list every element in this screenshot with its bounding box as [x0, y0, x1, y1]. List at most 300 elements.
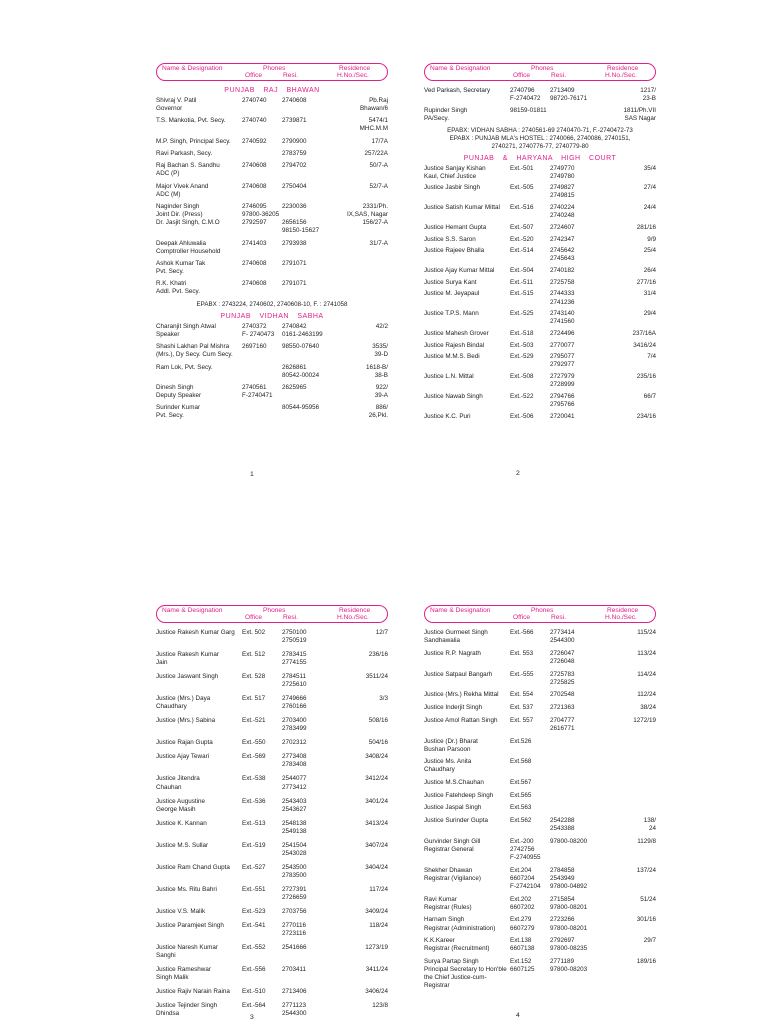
cell-office: Ext.567	[510, 779, 532, 787]
cell-resi: 2740608	[282, 97, 307, 104]
cell-resi: 2773414 2544300	[550, 629, 575, 645]
cell-residence: 114/24	[637, 670, 656, 678]
cell-resi: 2702312	[282, 739, 307, 747]
cell-resi: 2771123 2544300	[282, 1002, 307, 1018]
cell-name: Justice Gurmeet Singh Sandhawalia	[424, 629, 488, 645]
cell-resi: 2713409 98720-76171	[550, 87, 588, 103]
cell-name: Justice S.S. Saron	[424, 235, 476, 243]
epabx-line: EPABX: VIDHAN SABHA : 2740561-69 2740470-71, F.-2740472-73 EPABX : PUNJAB MLA's HOSTEL : 2740066, 2740086, 2740151, 2740271, 2740776-77, 2740779-80	[447, 126, 633, 150]
cell-office: Ext.-501	[510, 164, 534, 172]
cell-residence: 3401/24	[365, 797, 388, 805]
header-hno: H.No./Sec.	[337, 72, 369, 79]
cell-office: Ext.-522	[510, 392, 534, 400]
cell-residence: 3411/24	[365, 966, 388, 974]
cell-residence: 118/24	[369, 921, 388, 929]
cell-office: Ext.-518	[510, 330, 534, 337]
header-name: Name & Designation	[430, 607, 491, 614]
cell-residence: 137/24	[636, 866, 656, 874]
cell-residence: 257/22A	[364, 150, 388, 158]
cell-name: Justice Surya Kant	[424, 278, 477, 286]
cell-resi: 2742347	[550, 235, 575, 243]
cell-resi: 2794702	[282, 162, 307, 170]
directory-row	[424, 691, 656, 699]
cell-office: Ext.526	[510, 737, 532, 745]
cell-office: Ext. 554	[510, 691, 534, 699]
cell-name: Shivraj V. Patil Governor	[156, 97, 197, 113]
page-number: 2	[516, 470, 520, 477]
cell-name: Justice T.P.S. Mann	[424, 310, 479, 318]
cell-resi: 2749827 2749815	[550, 184, 575, 200]
cell-resi: 2795077 2792977	[550, 353, 575, 369]
directory-row	[156, 651, 388, 667]
directory-row	[424, 107, 656, 123]
cell-office: Ext.565	[510, 791, 532, 799]
cell-name: Deepak Ahluwalia Comptroller Household	[156, 239, 221, 255]
cell-name: Justice Amol Rattan Singh	[424, 716, 498, 724]
cell-office: Ext.-504	[510, 267, 534, 275]
header-resi: Resi.	[283, 72, 299, 79]
cell-office: 2740608	[242, 162, 267, 170]
cell-office: Ext. 553	[510, 649, 534, 657]
cell-residence: 29/4	[643, 310, 656, 318]
cell-residence: 504/16	[368, 739, 388, 747]
directory-row	[424, 867, 656, 891]
cell-name: Justice Ram Chand Gupta	[156, 863, 230, 871]
cell-residence: 235/16	[636, 373, 656, 381]
cell-office: Ext.-519	[242, 841, 266, 849]
cell-resi: 2749666 2760166	[282, 695, 307, 711]
section-heading: PUNJAB RAJ BHAWAN	[224, 87, 320, 94]
cell-name: K.K.Kareer Registrar (Recruitment)	[424, 937, 490, 953]
cell-office: Ext. 502	[242, 629, 266, 636]
directory-row	[424, 353, 656, 369]
cell-resi: 2721363	[550, 704, 575, 712]
cell-name: Justice Nawab Singh	[424, 392, 483, 400]
directory-row	[156, 739, 388, 747]
cell-residence: 922/ 39-A	[374, 383, 388, 399]
cell-name: Justice Fatehdeep Singh	[424, 791, 494, 799]
cell-name: Justice Satpaul Bangarh	[424, 670, 493, 678]
cell-residence: 138/ 24	[643, 817, 656, 833]
cell-resi: 2625965	[282, 383, 307, 391]
cell-office: 2740592	[242, 137, 267, 145]
cell-office: Ext. 528	[242, 673, 266, 681]
directory-row	[424, 838, 656, 862]
cell-residence: 17/7A	[371, 137, 388, 145]
cell-office: Ext. 512	[242, 651, 266, 659]
cell-resi: 2724496	[550, 330, 575, 337]
header-phones: Phones	[263, 65, 286, 72]
cell-name: Justice (Mrs.) Rekha Mittal	[424, 691, 499, 699]
cell-office: Ext.-527	[242, 863, 266, 871]
header-name: Name & Designation	[162, 607, 223, 614]
cell-residence: 3406/24	[365, 988, 388, 996]
cell-resi: 2770116 2723116	[282, 921, 307, 937]
cell-name: Shekher Dhawan Registrar (Vigilance)	[424, 866, 481, 882]
cell-office: Ext.563	[510, 804, 532, 812]
cell-residence: 26/4	[643, 267, 656, 275]
cell-resi: 2784858 2543949 97800-04892	[550, 866, 588, 890]
header-office: Office	[245, 614, 263, 621]
cell-name: Shashi Lakhan Pal Mishra (Mrs.), Dy Secy. Cum Secy.	[156, 343, 233, 359]
directory-row	[424, 704, 656, 712]
directory-row	[424, 330, 656, 338]
header-name: Name & Designation	[430, 65, 491, 72]
header-resi: Resi.	[551, 72, 567, 79]
cell-office: Ext.-505	[510, 184, 534, 192]
directory-row	[424, 916, 656, 932]
cell-name: Justice Paramjeet Singh	[156, 921, 224, 929]
directory-row	[424, 279, 656, 287]
directory-row	[424, 738, 656, 754]
cell-residence: 3511/24	[365, 673, 388, 681]
cell-resi: 2541504 2543028	[282, 841, 307, 857]
directory-row	[156, 753, 388, 769]
cell-name: Justice Rajeev Bhalla	[424, 247, 485, 255]
cell-name: Justice M.S.Chauhan	[424, 779, 484, 787]
directory-row	[156, 798, 388, 814]
cell-resi: 2791071	[282, 260, 307, 268]
cell-name: Surya Partap Singh Principal Secretary to Hon'ble the Chief Justice-cum-Registrar	[424, 958, 507, 990]
cell-resi: 2713406	[282, 988, 307, 996]
cell-residence: 1811/Ph.VII SAS Nagar	[623, 106, 656, 122]
cell-office: 2697160	[242, 343, 267, 351]
directory-row	[156, 922, 388, 938]
cell-name: Justice M. Jeyapaul	[424, 290, 480, 298]
cell-office: Ext.202 6607202	[510, 895, 535, 911]
directory-row	[156, 1002, 388, 1018]
cell-residence: 3/3	[379, 695, 388, 703]
cell-residence: 52/7-A	[369, 182, 388, 190]
section-heading: PUNJAB & HARYANA HIGH COURT	[463, 154, 617, 162]
header-phones: Phones	[531, 607, 554, 614]
header-resi: Resi.	[551, 614, 567, 621]
header-hno: H.No./Sec.	[337, 614, 369, 621]
directory-row	[424, 87, 656, 103]
cell-name: Justice L.N. Mittal	[424, 373, 474, 381]
cell-resi: 2703411	[282, 966, 307, 974]
section-heading: PUNJAB VIDHAN SABHA	[220, 312, 324, 320]
cell-office: Ext.-521	[242, 717, 266, 725]
directory-row	[156, 966, 388, 982]
cell-resi: 2740842 0161-2463199	[282, 322, 323, 338]
cell-office: Ext.-514	[510, 247, 534, 255]
cell-name: Justice Rajiv Narain Raina	[156, 988, 230, 996]
cell-resi: 2740182	[550, 267, 575, 275]
directory-row	[424, 247, 656, 263]
cell-office: Ext.-525	[510, 310, 534, 318]
cell-office: 2740372 F- 2740473	[242, 322, 275, 338]
cell-name: Justice Inderjit Singh	[424, 704, 483, 712]
column-header	[424, 605, 656, 623]
directory-row	[424, 204, 656, 220]
cell-resi: 2704777 2616771	[550, 716, 575, 732]
cell-residence: 237/16A	[632, 330, 656, 337]
cell-office: 2746095 97800-36205 2792597	[242, 203, 280, 227]
directory-row	[156, 695, 388, 711]
directory-row	[156, 343, 388, 359]
cell-residence: 3413/24	[365, 819, 388, 827]
cell-residence: 66/7	[643, 392, 656, 400]
cell-residence: 115/24	[637, 629, 656, 636]
directory-row	[424, 896, 656, 912]
cell-office: Ext. 517	[242, 695, 266, 703]
cell-resi: 2703400 2783499	[282, 717, 307, 733]
directory-page-4	[424, 605, 656, 990]
cell-residence: 117/24	[369, 885, 388, 893]
cell-name: Naginder Singh Joint Dir. (Press) Dr. Jasjit Singh, C.M.O	[156, 203, 220, 227]
cell-office: Ext.-529	[510, 353, 534, 361]
cell-residence: 42/2	[375, 322, 388, 330]
cell-name: Surinder Kumar Pvt. Secy.	[156, 404, 201, 420]
cell-residence: 3416/24	[633, 341, 656, 349]
cell-resi: 2727391 2726659	[282, 885, 307, 901]
cell-residence: 27/4	[643, 184, 656, 192]
directory-row	[424, 717, 656, 733]
cell-office: 2740740	[242, 117, 267, 125]
cell-resi: 2542288 2543388	[550, 817, 575, 833]
cell-name: Justice Tejinder Singh Dhindsa	[156, 1002, 218, 1018]
cell-name: Justice Rajan Gupta	[156, 739, 213, 747]
cell-resi: 80544-95956	[282, 404, 320, 412]
cell-name: Harnam Singh Registrar (Administration)	[424, 916, 496, 932]
cell-resi: 2230036 2656156 98150-15627	[282, 203, 320, 235]
cell-residence: 9/9	[647, 235, 656, 243]
cell-resi: 2771189 97800-08203	[550, 958, 588, 974]
cell-residence: 123/8	[372, 1002, 388, 1010]
cell-residence: 31/7-A	[369, 239, 388, 247]
directory-row	[156, 775, 388, 791]
cell-office: 2740740	[242, 97, 267, 104]
cell-name: Justice Satish Kumar Mittal	[424, 204, 500, 212]
cell-office: Ext.-511	[510, 278, 533, 286]
cell-residence: 7/4	[647, 353, 656, 361]
cell-office: 2740608	[242, 182, 267, 190]
cell-residence: 3412/24	[365, 775, 388, 783]
cell-resi: 2793938	[282, 239, 307, 247]
header-phones: Phones	[263, 607, 286, 614]
cell-resi: 2725783 2725825	[550, 670, 575, 686]
cell-name: Justice (Mrs.) Daya Chaudhary	[156, 695, 211, 711]
cell-name: M.P. Singh, Principal Secy.	[156, 137, 231, 145]
cell-office: Ext.-556	[242, 966, 266, 974]
cell-resi: 2750100 2750519	[282, 629, 307, 645]
cell-residence: 3404/24	[365, 863, 388, 871]
cell-residence: 301/16	[636, 916, 656, 924]
cell-office: 2740796 F-2740472	[510, 87, 541, 103]
cell-office: 2740608	[242, 280, 267, 288]
cell-office: Ext.562	[510, 817, 532, 825]
page-number: 3	[250, 1014, 254, 1021]
cell-residence: 29/7	[643, 937, 656, 945]
cell-office: Ext. 557	[510, 716, 534, 724]
cell-name: Ashok Kumar Tak Pvt. Secy.	[156, 260, 206, 276]
directory-page-1	[156, 63, 388, 425]
cell-residence: 2331/Ph. IX,SAS, Nagar 156/27-A	[347, 203, 388, 227]
cell-residence: 35/4	[643, 164, 656, 172]
cell-name: Justice Ms. Ritu Bahri	[156, 885, 217, 893]
cell-residence: 3409/24	[365, 907, 388, 915]
cell-office: Ext.204 6607204 F-2742104	[510, 866, 541, 890]
header-office: Office	[513, 72, 531, 79]
cell-name: Justice Jitendra Chauhan	[156, 775, 200, 791]
cell-residence: 1272/19	[633, 716, 656, 724]
cell-resi: 2744333 2741236	[550, 290, 575, 306]
cell-name: Raj Bachan S. Sandhu ADC (P)	[156, 162, 220, 178]
cell-residence: 113/24	[637, 649, 656, 657]
cell-office: Ext.-506	[510, 412, 534, 420]
directory-row	[424, 779, 656, 787]
directory-row	[424, 224, 656, 232]
cell-resi: 2724607	[550, 223, 575, 231]
cell-name: Ravi Parkash, Secy.	[156, 150, 213, 158]
directory-row	[156, 117, 388, 133]
directory-row	[156, 162, 388, 178]
cell-office: Ext.-503	[510, 341, 534, 349]
cell-name: Dinesh Singh Deputy Speaker	[156, 383, 202, 399]
header-resi: Resi.	[283, 614, 299, 621]
cell-resi: 2740224 2740248	[550, 204, 575, 220]
cell-name: Justice Ajay Tewari	[156, 753, 210, 761]
cell-resi: 2745642 2745643	[550, 247, 575, 263]
cell-residence: 12/7	[375, 629, 388, 636]
cell-residence: 1273/19	[365, 943, 388, 951]
cell-office: Ext.-550	[242, 739, 266, 747]
cell-residence: 3535/ 39-D	[372, 343, 388, 359]
cell-resi: 2791071	[282, 280, 307, 288]
directory-page-2	[424, 63, 656, 424]
directory-row	[424, 758, 656, 774]
cell-name: Rupinder Singh PA/Secy.	[424, 106, 468, 122]
cell-name: Justice (Mrs.) Sabina	[156, 717, 216, 725]
cell-name: Justice Sanjay Kishan Kaul, Chief Justice	[424, 164, 486, 180]
directory-row	[156, 717, 388, 733]
cell-name: Justice Hemant Gupta	[424, 223, 487, 231]
cell-resi: 2749770 2749780	[550, 164, 575, 180]
header-office: Office	[245, 72, 263, 79]
cell-residence: 236/16	[368, 651, 388, 659]
cell-resi: 2541666	[282, 943, 307, 951]
cell-residence: 508/16	[368, 717, 388, 725]
page-number: 1	[250, 471, 254, 478]
page-number: 4	[516, 1012, 520, 1019]
cell-residence: 50/7-A	[369, 162, 388, 170]
cell-name: R.K. Khatri Addl. Pvt. Secy.	[156, 280, 200, 296]
cell-resi: 98550-07640	[282, 343, 320, 351]
directory-row	[424, 792, 656, 800]
cell-resi: 2720041	[550, 412, 575, 420]
directory-row	[424, 165, 656, 181]
cell-name: Justice R.P. Nagrath	[424, 649, 481, 657]
cell-resi: 2743140 2741560	[550, 310, 575, 326]
cell-office: Ext. 537	[510, 704, 534, 712]
cell-name: Justice Ajay Kumar Mittal	[424, 267, 495, 275]
cell-resi: 2548138 2549138	[282, 819, 307, 835]
directory-page-3	[156, 605, 388, 1024]
cell-name: Justice Augustine George Masih	[156, 797, 206, 813]
cell-resi: 2783415 2774155	[282, 651, 307, 667]
cell-name: Justice Rakesh Kumar Garg	[156, 629, 235, 636]
directory-row	[156, 820, 388, 836]
cell-name: Justice Rameshwar Singh Malik	[156, 966, 211, 982]
directory-row	[424, 184, 656, 200]
cell-residence: 51/24	[640, 895, 656, 903]
directory-row	[156, 404, 388, 420]
directory-row	[156, 260, 388, 276]
cell-name: Ved Parkash, Secretary	[424, 87, 491, 94]
directory-row	[156, 384, 388, 400]
cell-office: Ext.-569	[242, 753, 266, 761]
cell-residence: 5474/1 MHC.M.M	[359, 117, 388, 133]
cell-office: Ext.568	[510, 758, 532, 766]
directory-row	[156, 629, 388, 645]
directory-row	[156, 150, 388, 158]
header-residence: Residence	[607, 607, 639, 614]
cell-residence: 1618-B/ 38-B	[365, 363, 388, 379]
directory-row	[424, 373, 656, 389]
header-residence: Residence	[339, 607, 371, 614]
directory-row	[424, 671, 656, 687]
directory-row	[156, 842, 388, 858]
directory-row	[424, 310, 656, 326]
cell-office: Ext.-507	[510, 223, 534, 231]
cell-resi: 2727979 2728999	[550, 373, 575, 389]
directory-row	[156, 183, 388, 199]
cell-name: Justice V.S. Malik	[156, 907, 206, 915]
cell-residence: 3407/24	[365, 841, 388, 849]
cell-residence: 38/24	[640, 704, 656, 712]
column-header	[156, 605, 388, 623]
directory-row	[424, 413, 656, 421]
directory-row	[156, 364, 388, 380]
cell-resi: 2739871	[282, 117, 307, 125]
directory-row	[156, 988, 388, 996]
cell-resi: 2770077	[550, 341, 575, 349]
cell-resi: 2626861 80542-00024	[282, 363, 320, 379]
cell-residence: 1129/8	[637, 837, 656, 845]
column-header	[424, 63, 656, 81]
cell-resi: 2703756	[282, 907, 307, 915]
cell-residence: 189/16	[636, 958, 656, 966]
cell-resi: 2702548	[550, 691, 575, 699]
cell-name: Justice Mahesh Grover	[424, 330, 489, 337]
directory-row	[156, 203, 388, 235]
cell-office: Ext.-552	[242, 943, 266, 951]
cell-name: Justice Jaspal Singh	[424, 804, 482, 812]
cell-name: Justice (Dr.) Bharat Bushan Parsoon	[424, 737, 478, 753]
directory-row	[424, 290, 656, 306]
directory-row	[156, 280, 388, 296]
cell-resi: 2792697 97800-08235	[550, 937, 588, 953]
cell-name: Justice M.S. Sullar	[156, 841, 209, 849]
cell-residence: 112/24	[637, 691, 656, 699]
cell-office: Ext.-536	[242, 797, 266, 805]
cell-resi: 2725758	[550, 278, 575, 286]
directory-row	[424, 804, 656, 812]
header-residence: Residence	[607, 65, 639, 72]
directory-row	[424, 817, 656, 833]
cell-resi: 2783759	[282, 150, 307, 158]
cell-office: Ext.-520	[510, 235, 534, 243]
cell-name: Major Vivek Anand ADC (M)	[156, 182, 209, 198]
cell-name: Justice Surinder Gupta	[424, 817, 489, 825]
cell-office: Ext.-516	[510, 204, 534, 212]
cell-name: Charanjit Singh Atwal Speaker	[156, 322, 216, 338]
cell-resi: 2715854 97800-08201	[550, 895, 588, 911]
cell-resi: 2773408 2783408	[282, 753, 307, 769]
cell-office: Ext.-510	[242, 988, 266, 996]
cell-office: 2741403	[242, 239, 267, 247]
